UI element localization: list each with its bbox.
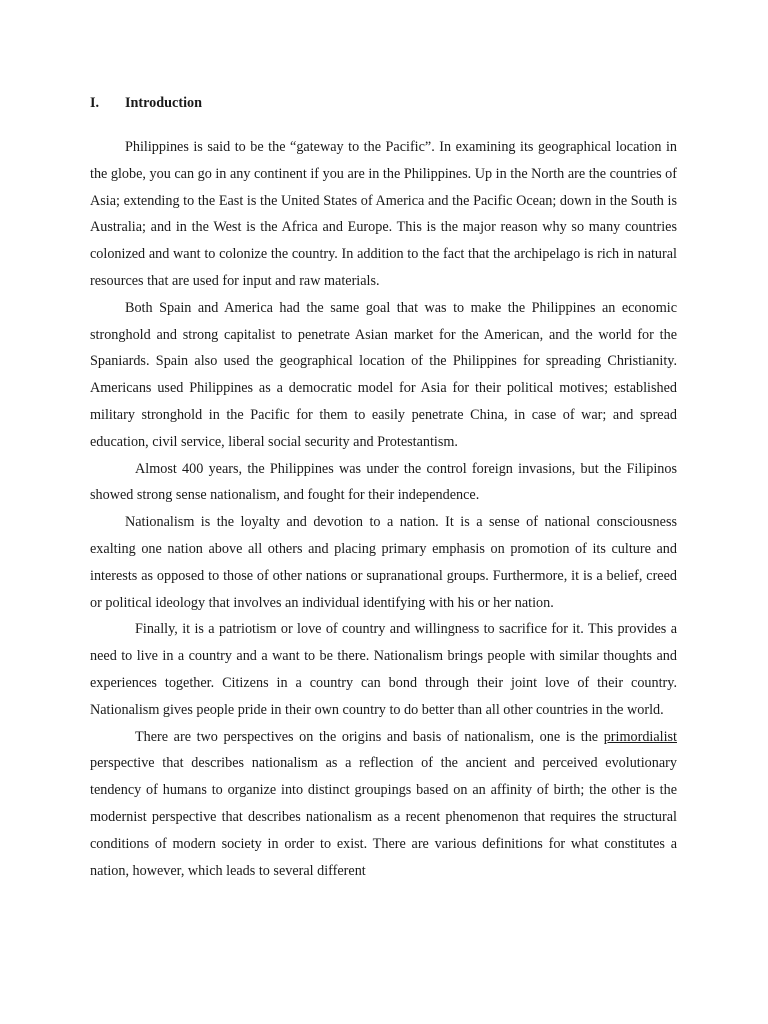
paragraph-400-years: Almost 400 years, the Philippines was under the control foreign invasions, but the Filipinos showed strong sense nationalism, and fought for their independence. xyxy=(90,460,677,504)
paragraph-perspectives-lead: There are two perspectives on the origins and basis of nationalism, one is the xyxy=(135,728,604,745)
primordialist-term: primordialist xyxy=(603,728,677,745)
section-number: I. xyxy=(90,95,100,111)
document-body xyxy=(90,134,677,884)
section-title: Introduction xyxy=(125,95,202,111)
paragraph-gateway: Philippines is said to be the “gateway to the Pacific”. In examining its geographical location in the globe, you can go in any continent if you are in the Philippines. Up in the North are the countries of Asia; extending to the East is the United States of America and the Pacific Ocean; down in the South is Australia; and in the West is the Africa and Europe. This is the major reason why so many countries colonized and want to colonize the country. In addition to the fact that the archipelago is rich in natural resources that are used for input and raw materials. xyxy=(90,139,677,289)
paragraph-perspectives-rest: perspective that describes nationalism as a reflection of the ancient and perceived evolutionary tendency of humans to organize into distinct groupings based on an affinity of birth; the other is the modernist perspective that describes nationalism as a recent phenomenon that requires the structural conditions of modern society in order to exist. There are various definitions for what constitutes a nation, however, which leads to several different xyxy=(90,755,677,879)
paragraph-patriotism: Finally, it is a patriotism or love of country and willingness to sacrifice for it. This provides a need to live in a country and a want to be there. Nationalism brings people with similar thoughts and experiences together. Citizens in a country can bond through their joint love of their country. Nationalism gives people pride in their own country to do better than all other countries in the world. xyxy=(90,621,677,718)
paragraph-perspectives xyxy=(90,724,677,885)
section-heading xyxy=(90,90,202,116)
paragraph-nationalism-definition: Nationalism is the loyalty and devotion to a nation. It is a sense of national consciousness exalting one nation above all others and placing primary emphasis on promotion of its culture and interests as opposed to those of other nations or supranational groups. Furthermore, it is a belief, creed or political ideology that involves an individual identifying with his or her nation. xyxy=(90,514,677,611)
paragraph-spain-america: Both Spain and America had the same goal that was to make the Philippines an economic stronghold and strong capitalist to penetrate Asian market for the American, and the world for the Spaniards. Spain also used the geographical location of the Philippines for spreading Christianity. Americans used Philippines as a democratic model for Asia for their political motives; established military stronghold in the Pacific for them to easily penetrate China, in case of war; and spread education, civil service, liberal social security and Protestantism. xyxy=(90,299,677,450)
